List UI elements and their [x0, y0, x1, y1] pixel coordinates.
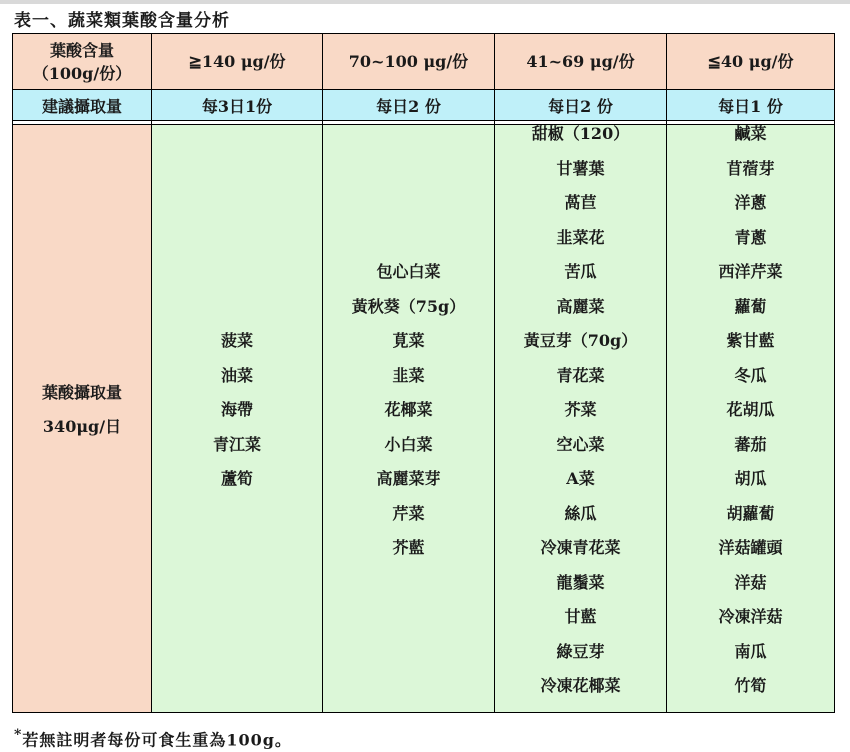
vegetable-item: 海帶	[220, 400, 253, 419]
vegetable-item: 高麗菜	[556, 296, 605, 316]
vegetable-item: 油菜	[220, 365, 253, 385]
vegetable-item: 西洋芹菜	[718, 262, 783, 281]
vegetable-item: 鹹菜	[734, 124, 767, 143]
veg-col-2	[323, 125, 495, 713]
intake-col-2: 每日2 份	[323, 90, 495, 121]
vegetable-item: 甘薯葉	[556, 158, 605, 178]
vegetable-item: 萵苣	[564, 193, 597, 212]
header-col-4: ≦40 μg/份	[667, 34, 835, 90]
header-row-label-line1: 葉酸含量	[49, 40, 114, 60]
intake-label: 建議攝取量	[13, 90, 152, 121]
intake-row	[13, 90, 835, 121]
vegetable-item: 高麗菜芽	[376, 469, 441, 488]
vegetable-item: 洋菇	[734, 572, 767, 592]
intake-col-1: 每3日1份	[152, 90, 323, 121]
vegetable-item: 空心菜	[556, 434, 605, 454]
body-label-line2: 340μg/日	[42, 417, 122, 437]
vegetable-item: 苦瓜	[564, 262, 597, 281]
veg-col-3	[495, 125, 667, 713]
vegetable-item: 包心白菜	[376, 262, 441, 281]
vegetable-item: 花椰菜	[384, 400, 433, 419]
vegetable-item: 菠菜	[220, 331, 253, 350]
vegetable-item: 芥藍	[392, 538, 425, 557]
header-col-3: 41~69 μg/份	[495, 34, 667, 90]
footnote	[14, 727, 292, 750]
vegetable-item: 甜椒（120）	[531, 124, 630, 143]
vegetable-item: 青江菜	[212, 434, 261, 454]
veg-col-4	[667, 125, 835, 713]
vegetable-item: 冬瓜	[734, 365, 767, 385]
header-col-2: 70~100 μg/份	[323, 34, 495, 90]
table-title: 表一、蔬菜類葉酸含量分析	[14, 11, 230, 31]
intake-col-4: 每日1 份	[667, 90, 835, 121]
vegetable-item: 洋菇罐頭	[718, 538, 783, 557]
intake-col-3: 每日2 份	[495, 90, 667, 121]
vegetable-item: 南瓜	[734, 641, 767, 661]
vegetable-item: A菜	[566, 469, 595, 488]
vegetable-item: 莧菜	[392, 331, 425, 350]
vegetable-item: 冷凍花椰菜	[540, 676, 621, 695]
vegetable-item: 龍鬚菜	[556, 572, 605, 592]
vegetable-item: 芹菜	[392, 503, 425, 523]
vegetable-item: 韭菜	[392, 365, 425, 385]
vegetable-item: 小白菜	[384, 434, 433, 454]
vegetable-item: 蕃茄	[734, 434, 767, 454]
vegetable-item: 紫甘藍	[726, 331, 775, 350]
vegetable-item: 花胡瓜	[726, 400, 775, 419]
top-bar	[0, 0, 850, 4]
header-row-label	[13, 34, 152, 90]
header-row-label-line2: （100g/份）	[32, 63, 132, 83]
vegetable-item: 青蔥	[734, 227, 767, 247]
vegetable-item: 冷凍洋菇	[718, 607, 783, 626]
header-col-1: ≧140 μg/份	[152, 34, 323, 90]
folate-table	[12, 33, 835, 713]
vegetable-item: 胡蘿蔔	[726, 503, 775, 523]
vegetable-item: 洋蔥	[734, 193, 767, 212]
vegetable-item: 胡瓜	[734, 469, 767, 488]
vegetable-item: 苜蓿芽	[726, 158, 775, 178]
vegetable-item: 蘿蔔	[734, 296, 767, 316]
vegetable-item: 蘆筍	[220, 469, 253, 488]
vegetable-item: 黃豆芽（70g）	[523, 331, 638, 350]
veg-col-1	[152, 125, 323, 713]
vegetable-item: 韭菜花	[556, 227, 605, 247]
vegetable-row	[13, 125, 835, 713]
header-row	[13, 34, 835, 90]
footnote-marker: *	[14, 727, 23, 743]
vegetable-item: 芥菜	[564, 400, 597, 419]
footnote-text: 若無註明者每份可食生重為100g。	[22, 730, 292, 750]
vegetable-item: 黃秋葵（75g）	[351, 296, 466, 316]
body-label	[13, 125, 152, 713]
vegetable-item: 竹筍	[734, 676, 767, 695]
vegetable-item: 青花菜	[556, 365, 605, 385]
vegetable-item: 絲瓜	[564, 503, 597, 523]
body-label-line1: 葉酸攝取量	[41, 382, 122, 402]
vegetable-item: 綠豆芽	[556, 641, 605, 661]
vegetable-item: 甘藍	[564, 607, 597, 626]
vegetable-item: 冷凍青花菜	[540, 538, 621, 557]
